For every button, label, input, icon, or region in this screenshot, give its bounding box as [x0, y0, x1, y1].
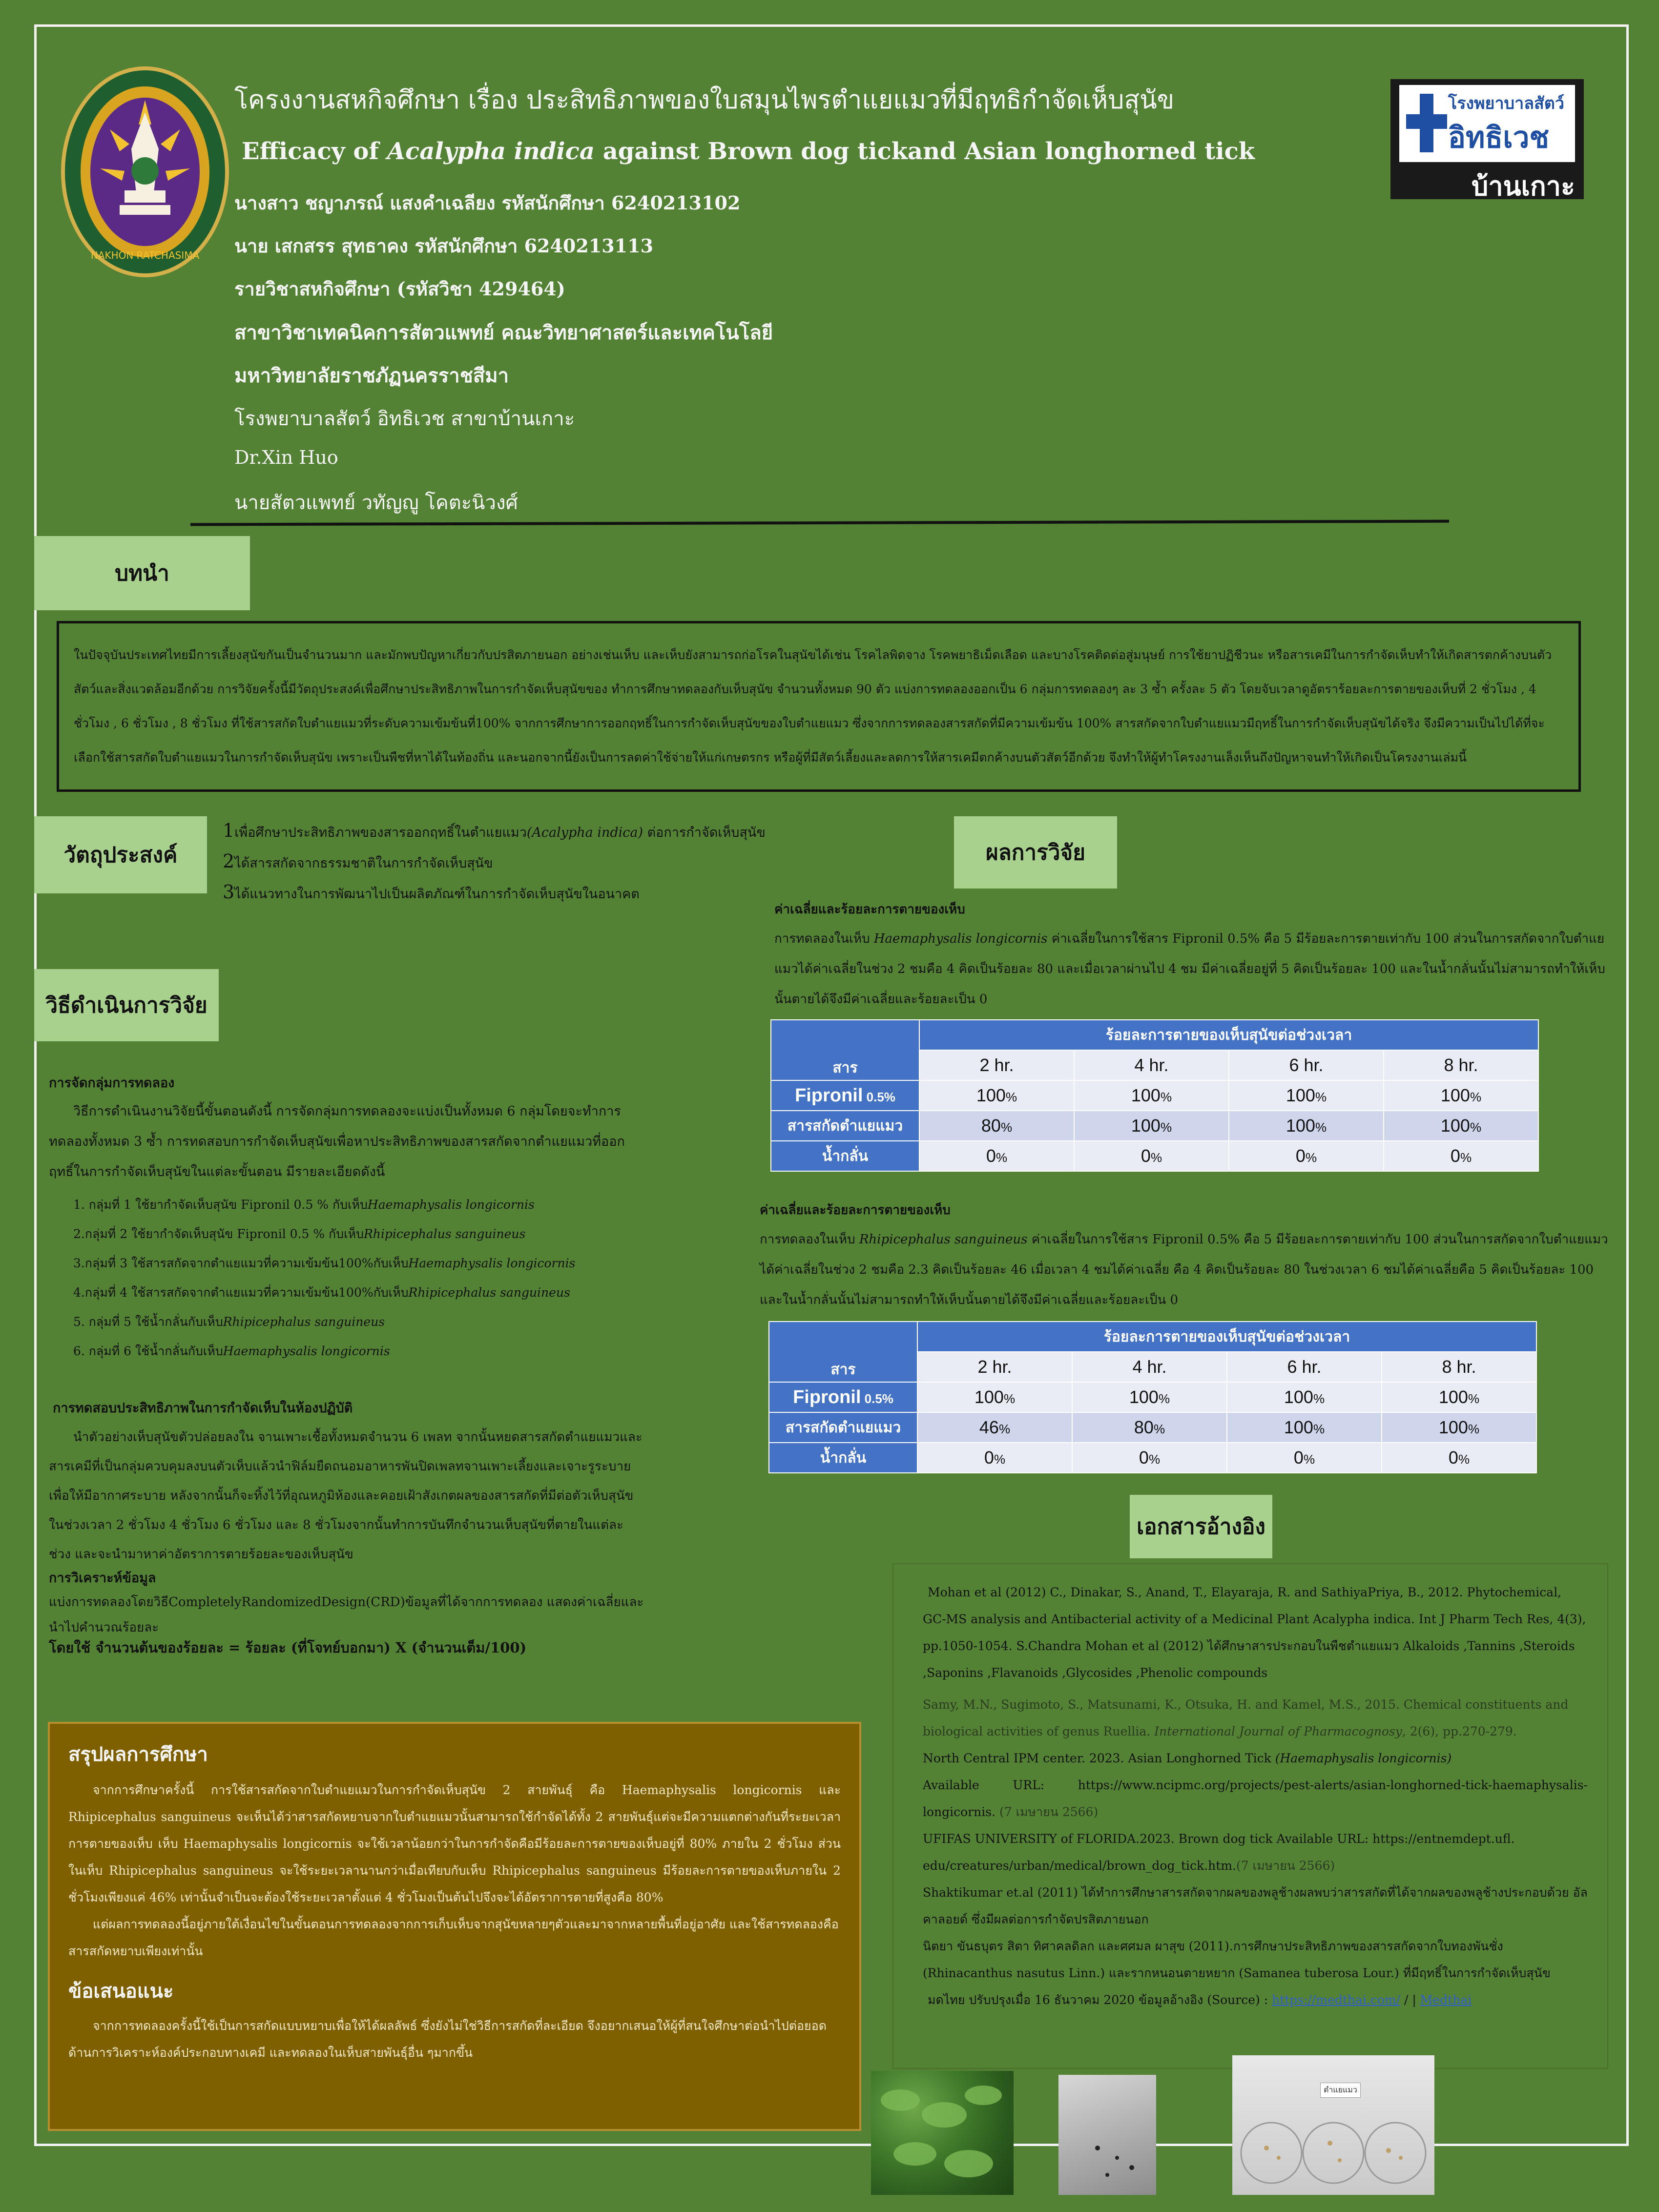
table1-header: ร้อยละการตายของเห็บสุนัขต่อช่วงเวลา	[919, 1020, 1538, 1050]
student-2: นาย เสกสรร สุทธาคง รหัสนักศึกษา 6240213113	[234, 235, 654, 257]
method-lab-text: นำตัวอย่างเห็บสุนัขตัวปล่อยลงใน จานเพาะเชื้อทั้งหมดจำนวน 6 เพลท จากนั้นหยดสารสกัดตำแยแมวและสารเคมีที่เป็นกลุ่มควบคุมลงบนตัวเห็บแล้วนำฟิล์มยืดถนอมอาหารพันปิดเพลทจานเพาะเลี้ยงและเจาะรูระบายเพื่อให้มีอากาศระบาย หลังจากนั้นก็จะทิ้งไว้ที่อุณหภูมิห้องและคอยเฝ้าสังเกตผลของสารสกัดที่มีต่อตัวเห็บสุนัขในช่วงเวลา 2 ชั่วโมง 4 ชั่วโมง 6 ชั่วโมง และ 8 ชั่วโมงจากนั้นทำการบันทึกจำนวนเห็บสุนัขที่ตายในแต่ละช่วง และจะนำมาหาค่าอัตราการตายร้อยละของเห็บสุนัข	[49, 1430, 643, 1562]
reference-7-separator: / |	[1400, 1993, 1420, 2007]
reference-2-text: Samy, M.N., Sugimoto, S., Matsunami, K., Otsuka, H. and Kamel, M.S., 2015. Chemical constituents and biological activities of genus Ruellia.	[923, 1697, 1569, 1738]
table1-time-4hr: 4 hr.	[1074, 1050, 1229, 1080]
table1-row-water-8hr-unit: %	[1460, 1150, 1472, 1165]
method-heading-text: วิธีดำเนินการวิจัย	[45, 993, 207, 1018]
table2-row-fipronil-4hr-value: 100	[1129, 1387, 1159, 1407]
student-1: นางสาว ชญาภรณ์ แสงคำเฉลียง รหัสนักศึกษา 6240213102	[234, 192, 741, 214]
method-group-list	[73, 1190, 659, 1366]
method-group-2-species: Rhipicephalus sanguineus	[363, 1227, 526, 1241]
method-analysis-text: แบ่งการทดลองโดยวิธีCompletelyRandomizedDesign(CRD)ข้อมูลที่ได้จากการทดลอง แสดงค่าเฉลี่ยและนำไปคำนวณร้อยละ	[49, 1595, 644, 1635]
objective-heading	[34, 816, 207, 893]
method-group-text: วิธีการดำเนินงานวิจัยนี้ขั้นตอนดังนี้ การจัดกลุ่มการทดลองจะแบ่งเป็นทั้งหมด 6 กลุ่มโดยจะทำการทดลองทั้งหมด 3 ซ้ำ การทดสอบการกำจัดเห็บสุนัขเพื่อหาประสิทธิภาพของสารสกัดจากตำแยแมวที่ออกฤทธิ์ในการกำจัดเห็บสุนัขในแต่ละขั้นตอน มีรายละเอียดดังนี้	[49, 1104, 625, 1179]
table2-row-fipronil-8hr-unit: %	[1468, 1391, 1480, 1406]
suggestion-heading: ข้อเสนอแนะ	[68, 1980, 174, 2003]
table1-row-fipronil-8hr	[1384, 1080, 1538, 1111]
method-group-5-species: Rhipicephalus sanguineus	[223, 1315, 385, 1329]
table2-row-water-label: น้ำกลั่น	[769, 1443, 917, 1473]
table1-row-water-6hr-unit: %	[1305, 1150, 1317, 1165]
results-block1-text	[774, 924, 1619, 1014]
table2-col-substance	[769, 1322, 917, 1382]
method-group-6-species: Haemaphysalis longicornis	[223, 1344, 390, 1358]
photo-plant	[871, 2071, 1014, 2195]
table2-row-water-2hr	[917, 1443, 1072, 1473]
table2-row-water-4hr	[1072, 1443, 1227, 1473]
reference-2-pages: , 2(6), pp.270-279.	[1402, 1724, 1517, 1738]
reference-4-text: UFIFAS UNIVERSITY of FLORIDA.2023. Brown dog tick Available URL: https://entnemdept.ufl. edu/creatures/urban/medical/brown_dog_tick.htm.	[923, 1832, 1515, 1873]
table1-row-extract-2hr-unit: %	[1000, 1120, 1013, 1135]
title-english-species: Acalypha indica	[387, 138, 595, 165]
hospital-name: โรงพยาบาลสัตว์ อิทธิเวช สาขาบ้านเกาะ	[234, 408, 575, 430]
table1-col-substance	[771, 1020, 919, 1080]
method-group-title: การจัดกลุ่มการทดลอง	[49, 1075, 175, 1091]
table2-col-substance-text: สาร	[830, 1362, 856, 1378]
objective-item-1	[223, 816, 784, 847]
objective-list	[223, 816, 784, 909]
table2-row-extract-8hr-unit: %	[1468, 1422, 1480, 1436]
table2-row-extract-6hr	[1227, 1412, 1382, 1443]
reference-3-url	[923, 1772, 1588, 1825]
table2-time-6hr: 6 hr.	[1227, 1352, 1382, 1382]
results-block2-text-b: ค่าเฉลี่ยในการใช้สาร Fipronil 0.5% คือ 5 มีร้อยละการตายเท่ากับ 100 ส่วนในการสกัดจากใบตำแยแมวได้ค่าเฉลี่ยในช่วง 2 ชมคือ 2.3 คิดเป็นร้อยละ 46 เมื่อเวลา 4 ชมได้ค่าเฉลี่ย คือ 4 คิดเป็นร้อยละ 80 ในช่วงเวลา 6 ชมได้ค่าเฉลี่ยคือ 5 คิดเป็นร้อยละ 100 และในน้ำกลั่นนั้นไม่สามารถทำให้เห็บนั้นตายได้จึงมีค่าเฉลี่ยและร้อยละเป็น 0	[760, 1232, 1608, 1307]
reference-6: นิตยา ขันธบุตร สิตา ทิศาคลดิลก และศศมล ผาสุข (2011).การศึกษาประสิทธิภาพของสารสกัดจากใบทองพันชั่ง (Rhinacanthus nasutus Linn.) และรากหนอนตายหยาก (Samanea tuberosa Lour.) ที่มีฤทธิ์ในการกำจัดเห็บสุนัข	[923, 1939, 1551, 1980]
table1-row-fipronil-8hr-value: 100	[1440, 1085, 1470, 1105]
table1-col-substance-text: สาร	[832, 1060, 858, 1076]
table2-row-water-6hr-unit: %	[1303, 1452, 1315, 1467]
table1-row-fipronil-4hr-value: 100	[1131, 1085, 1161, 1105]
table2-row-water-6hr	[1227, 1443, 1382, 1473]
table1-row-extract-6hr-value: 100	[1286, 1116, 1315, 1136]
table2-time-4hr: 4 hr.	[1072, 1352, 1227, 1382]
method-formula: โดยใช้ จำนวนต้นของร้อยละ = ร้อยละ (ที่โจทย์บอกมา) X (จำนวนเต็ม/100)	[49, 1639, 527, 1656]
table2-row-fipronil-label	[769, 1382, 917, 1412]
table1-row-water-6hr	[1229, 1141, 1384, 1171]
method-group-1	[73, 1190, 659, 1220]
table2-header: ร้อยละการตายของเห็บสุนัขต่อช่วงเวลา	[917, 1322, 1536, 1352]
table1-row-extract-label: สารสกัดตำแยแมว	[771, 1111, 919, 1141]
hospital-logo	[1390, 79, 1584, 202]
results-heading-text: ผลการวิจัย	[986, 840, 1085, 865]
table1-row-fipronil-4hr-unit: %	[1160, 1090, 1172, 1104]
course-info: รายวิชาสหกิจศึกษา (รหัสวิชา 429464)	[234, 278, 565, 300]
table2-row-extract-6hr-unit: %	[1313, 1422, 1325, 1436]
results-block2-species: Rhipicephalus sanguineus	[859, 1232, 1028, 1247]
method-group-4	[73, 1278, 659, 1307]
table2-row-extract-4hr	[1072, 1412, 1227, 1443]
reference-4-date: (7 เมษายน 2566)	[1236, 1859, 1335, 1873]
table1-time-2hr: 2 hr.	[919, 1050, 1074, 1080]
references-heading-text: เอกสารอ้างอิง	[1137, 1514, 1265, 1539]
conclusion-heading: สรุปผลการศึกษา	[68, 1743, 208, 1766]
table1-row-extract-6hr	[1229, 1111, 1384, 1141]
intro-heading	[34, 536, 250, 610]
table1-row-extract-8hr	[1384, 1111, 1538, 1141]
method-group-5	[73, 1307, 659, 1337]
table2-row-water-2hr-value: 0	[984, 1447, 994, 1468]
results-block1-title: ค่าเฉลี่ยและร้อยละการตายของเห็บ	[774, 902, 965, 917]
table1-row-water-6hr-value: 0	[1295, 1146, 1306, 1166]
method-group-6	[73, 1337, 659, 1366]
objective-heading-text: วัตถุประสงค์	[63, 843, 178, 868]
table2-row-fipronil-4hr	[1072, 1382, 1227, 1412]
department-info: สาขาวิชาเทคนิคการสัตวแพทย์ คณะวิทยาศาสตร์และเทคโนโลยี	[234, 321, 773, 344]
reference-3-text: North Central IPM center. 2023. Asian Longhorned Tick	[923, 1751, 1275, 1765]
method-group-1-species: Haemaphysalis longicornis	[367, 1198, 535, 1212]
table1-row-water-2hr-value: 0	[986, 1146, 996, 1166]
conclusion-text-1: จากการศึกษาครั้งนี้ การใช้สารสกัดจากใบตำแยแมวในการกำจัดเห็บสุนัข 2 สายพันธุ์ คือ Haemaphysalis longicornis และ Rhipicephalus sanguineus จะเห็นได้ว่าสารสกัดหยาบจากใบตำแยแมวนั้นสามารถใช้กำจัดได้ทั้ง 2 สายพันธุ์แต่จะมีความแตกต่างกันที่ระยะเวลาการตายของเห็บ เห็บ Haemaphysalis longicornis จะใช้เวลาน้อยกว่าในการกำจัดคือมีร้อยละการตายของเห็บอยู่ที่ 80% ภายใน 2 ชั่วโมง ส่วนในเห็บ Rhipicephalus sanguineus จะใช้ระยะเวลานานกว่าเมื่อเทียบกับเห็บ Rhipicephalus sanguineus มีร้อยละการตายของเห็บภายใน 2 ชั่วโมงเพียงแค่ 46% เท่านั้นจำเป็นจะต้องใช้ระยะเวลาตั้งแต่ 4 ชั่วโมงเป็นต้นไปจึงจะได้อัตราการตายที่สูงคือ 80%	[68, 1783, 841, 1904]
hospital-logo-line3: บ้านเกาะ	[1472, 171, 1575, 202]
method-group-4-species: Rhipicephalus sanguineus	[408, 1285, 570, 1300]
table2-row-water-4hr-value: 0	[1139, 1447, 1149, 1468]
petri-label: ตำแยแมว	[1320, 2083, 1361, 2098]
results-block2-text-a: การทดลองในเห็บ	[760, 1232, 859, 1247]
petri-dishes-graphic	[1232, 2055, 1434, 2195]
intro-heading-text: บทนำ	[115, 561, 169, 586]
hospital-logo-panel	[1399, 85, 1575, 162]
objective-item-3	[223, 878, 784, 909]
table2-row-extract-8hr-value: 100	[1438, 1417, 1468, 1437]
objective-item-1-suffix: ต่อการกำจัดเห็บสุนัข	[643, 825, 766, 840]
hospital-logo-line2: อิทธิเวช	[1448, 121, 1550, 155]
objective-item-2	[223, 847, 784, 878]
cross-icon	[1406, 94, 1447, 152]
table1-row-fipronil-name: Fipronil	[795, 1085, 863, 1106]
method-group-1-text: 1. กลุ่มที่ 1 ใช้ยากำจัดเห็บสุนัข Fipronil 0.5 % กับเห็บ	[73, 1198, 368, 1212]
suggestion-text: จากการทดลองครั้งนี้ใช้เป็นการสกัดแบบหยาบเพื่อให้ได้ผลลัพธ์ ซึ่งยังไม่ใช่วิธีการสกัดที่ละเอียด จึงอยากเสนอให้ผู้ที่สนใจศึกษาต่อนำไปต่อยอดด้านการวิเคราะห์องค์ประกอบทางเคมี และทดลองในเห็บสายพันธุ์อื่น ๆมากขึ้น	[68, 2019, 827, 2060]
table2-time-8hr: 8 hr.	[1382, 1352, 1536, 1382]
method-group-5-text: 5. กลุ่มที่ 5 ใช้น้ำกลั่นกับเห็บ	[73, 1315, 223, 1329]
results-block1-text-a: การทดลองในเห็บ	[774, 931, 874, 946]
reference-7-link-2[interactable]: Medthai	[1420, 1993, 1472, 2007]
results-block1-species: Haemaphysalis longicornis	[873, 931, 1048, 946]
table2-row-extract-label: สารสกัดตำแยแมว	[769, 1412, 917, 1443]
tray-ticks-graphic	[1058, 2075, 1156, 2195]
table1-row-extract-8hr-value: 100	[1440, 1116, 1470, 1136]
seal-graphic	[61, 66, 229, 278]
reference-5: Shaktikumar et.al (2011) ได้ทำการศึกษาสารสกัดจากผลของพลูช้างผลพบว่าสารสกัดที่ได้จากผลของพลูช้างประกอบด้วย อัลคาลอยด์ ซึ่งมีผลต่อการกำจัดปรสิตภายนอก	[923, 1885, 1588, 1926]
table2-row-extract-2hr-unit: %	[998, 1422, 1011, 1436]
table1-row-fipronil-4hr	[1074, 1080, 1229, 1111]
method-group-2-text: 2.กลุ่มที่ 2 ใช้ยากำจัดเห็บสุนัข Fipronil 0.5 % กับเห็บ	[73, 1227, 364, 1241]
objective-item-2-num: 2	[223, 850, 235, 872]
results-table-2	[768, 1321, 1537, 1473]
table2-row-fipronil-4hr-unit: %	[1158, 1391, 1170, 1406]
results-block2-title: ค่าเฉลี่ยและร้อยละการตายของเห็บ	[760, 1203, 951, 1218]
method-group-6-text: 6. กลุ่มที่ 6 ใช้น้ำกลั่นกับเห็บ	[73, 1344, 223, 1358]
references-heading	[1130, 1495, 1272, 1558]
table1-row-water-label: น้ำกลั่น	[771, 1141, 919, 1171]
university-seal-logo	[61, 66, 229, 278]
table2-row-water-6hr-value: 0	[1293, 1447, 1304, 1468]
table2-row-fipronil-2hr	[917, 1382, 1072, 1412]
results-block1-text-b: ค่าเฉลี่ยในการใช้สาร Fipronil 0.5% คือ 5 มีร้อยละการตายเท่ากับ 100 ส่วนในการสกัดจากใบตำแยแมวได้ค่าเฉลี่ยในช่วง 2 ชมคือ 4 คิดเป็นร้อยละ 80 และเมื่อเวลาผ่านไป 4 ชม มีค่าเฉลี่ยอยู่ที่ 5 คิดเป็นร้อยละ 100 และในน้ำกลั่นนั้นไม่สามารถทำให้เห็บนั้นตายได้จึงมีค่าเฉลี่ยและร้อยละเป็น 0	[774, 931, 1605, 1007]
references-box	[892, 1563, 1608, 2069]
table1-row-fipronil-6hr	[1229, 1080, 1384, 1111]
seal-caption: NAKHON RATCHASIMA	[90, 249, 200, 261]
results-block2-text	[760, 1224, 1609, 1315]
table1-time-6hr: 6 hr.	[1229, 1050, 1384, 1080]
advisor-1: Dr.Xin Huo	[234, 447, 338, 468]
table1-row-extract-2hr	[919, 1111, 1074, 1141]
table1-row-extract-8hr-unit: %	[1470, 1120, 1482, 1135]
method-group-4-text: 4.กลุ่มที่ 4 ใช้สารสกัดจากตำแยแมวที่ความเข้มข้น100%กับเห็บ	[73, 1285, 409, 1300]
table1-row-fipronil-conc: 0.5%	[863, 1089, 895, 1104]
table2-row-extract-2hr	[917, 1412, 1072, 1443]
table1-row-fipronil-6hr-value: 100	[1286, 1085, 1315, 1105]
intro-text: ในปัจจุบันประเทศไทยมีการเลี้ยงสุนัขกันเป็นจำนวนมาก และมักพบปัญหาเกี่ยวกับปรสิตภายนอก อย่างเช่นเห็บ และเห็บยังสามารถก่อโรคในสุนัขได้เช่น โรคไลพิดจาง โรคพยาธิเม็ดเลือด และบางโรคติดต่อสู่มนุษย์ การใช้ยาปฏิชีวนะ หรือสารเคมีในการกำจัดเห็บทำให้เกิดสารตกค้างบนตัวสัตว์และสิ่งแวดล้อมอีกด้วย การวิจัยครั้งนี้มีวัตถุประสงค์เพื่อศึกษาประสิทธิภาพในการกำจัดเห็บสุนัขของ ทำการศึกษาทดลองกับเห็บสุนัข จำนวนทั้งหมด 90 ตัว แบ่งการทดลองออกเป็น 6 กลุ่มการทดลองๆ ละ 3 ซ้ำ ครั้งละ 5 ตัว โดยจับเวลาดูอัตราร้อยละการตายของเห็บที่ 2 ชั่วโมง , 4 ชั่วโมง , 6 ชั่วโมง , 8 ชั่วโมง ที่ใช้สารสกัดใบตำแยแมวที่ระดับความเข้มข้นที่100% จากการศึกษาการออกฤทธิ์ในการกำจัดเห็บสุนัขของใบตำแยแมว ซึ่งจากการทดลองสารสกัดที่มีความเข้มข้น 100% สารสกัดจากใบตำแยแมวมีฤทธิ์ในการกำจัดเห็บสุนัขได้จริง จึงมีความเป็นไปได้ที่จะเลือกใช้สารสกัดใบตำแยแมวในการกำจัดเห็บสุนัข เพราะเป็นพืชที่หาได้ในท้องถิ่น และนอกจากนี้ยังเป็นการลดค่าใช้จ่ายให้แก่เกษตรกร หรือผู้ที่มีสัตว์เลี้ยงและลดการให้สารเคมีตกค้างบนตัวสัตว์อีกด้วย จึงทำให้ผู้ทำโครงงานเล็งเห็นถึงปัญหาจนทำให้เกิดเป็นโครงงานเล่มนี้	[74, 648, 1552, 765]
table2-row-fipronil-2hr-unit: %	[1003, 1391, 1016, 1406]
objective-item-1-italic: (Acalypha indica)	[526, 825, 643, 840]
title-thai: โครงงานสหกิจศึกษา เรื่อง ประสิทธิภาพของใบสมุนไพรตำแยแมวที่มีฤทธิกำจัดเห็บสุนัข	[234, 85, 1175, 115]
reference-3-date: (7 เมษายน 2566)	[999, 1805, 1099, 1819]
table1-row-water-2hr-unit: %	[995, 1150, 1008, 1165]
method-group-3-text: 3.กลุ่มที่ 3 ใช้สารสกัดจากตำแยแมวที่ความเข้มข้น100%กับเห็บ	[73, 1256, 409, 1270]
intro-box	[57, 621, 1581, 792]
reference-3-url-text: Available URL: https://www.ncipmc.org/projects/pest-alerts/asian-longhorned-tick-haemaphysalis-longicornis.	[923, 1778, 1588, 1819]
method-heading	[34, 969, 219, 1041]
method-analysis-title: การวิเคราะห์ข้อมูล	[49, 1571, 156, 1586]
table1-row-fipronil-6hr-unit: %	[1315, 1090, 1327, 1104]
table1-row-extract-6hr-unit: %	[1315, 1120, 1327, 1135]
table1-row-water-4hr	[1074, 1141, 1229, 1171]
table1-row-fipronil-8hr-unit: %	[1470, 1090, 1482, 1104]
objective-item-1-text: เพื่อศึกษาประสิทธิภาพของสารออกฤทธิ์ในตำแยแมว	[234, 825, 527, 840]
reference-7	[928, 1986, 1588, 2013]
method-group-3-species: Haemaphysalis longicornis	[408, 1256, 576, 1270]
reference-1: Mohan et al (2012) C., Dinakar, S., Anand, T., Elayaraja, R. and SathiyaPriya, B., 2012. Phytochemical, GC-MS analysis and Antibacterial activity of a Medicinal Plant Acalypha indica. Int J Pharm Tech Res, 4(3), pp.1050-1054. S.Chandra Mohan et al (2012) ได้ศึกษาสารประกอบในพืชตำแยแมว Alkaloids ,Tannins ,Steroids ,Saponins ,Flavanoids ,Glycosides ,Phenolic compounds	[923, 1585, 1586, 1680]
table2-row-fipronil-6hr-value: 100	[1284, 1387, 1313, 1407]
method-lab-title: การทดสอบประสิทธิภาพในการกำจัดเห็บในห้องปฏิบัติ	[53, 1401, 353, 1416]
table2-row-water-8hr-unit: %	[1458, 1452, 1470, 1467]
table1-row-fipronil-2hr	[919, 1080, 1074, 1111]
reference-4	[923, 1825, 1588, 1879]
results-table-1	[770, 1019, 1539, 1172]
table2-row-extract-8hr	[1382, 1412, 1536, 1443]
table1-row-water-4hr-value: 0	[1141, 1146, 1151, 1166]
table2-row-fipronil-8hr-value: 100	[1438, 1387, 1468, 1407]
table1-row-water-2hr	[919, 1141, 1074, 1171]
table2-row-fipronil-8hr	[1382, 1382, 1536, 1412]
objective-item-3-num: 3	[223, 881, 235, 903]
table1-row-extract-4hr-value: 100	[1131, 1116, 1161, 1136]
reference-2-journal: International Journal of Pharmacognosy	[1154, 1724, 1402, 1738]
plant-leaves-graphic	[871, 2071, 1014, 2195]
table2-row-water-8hr	[1382, 1443, 1536, 1473]
reference-7-link[interactable]: https://medthai.com/	[1272, 1993, 1401, 2007]
table2-row-fipronil-conc: 0.5%	[861, 1391, 893, 1406]
table1-row-fipronil-2hr-unit: %	[1005, 1090, 1017, 1104]
conclusion-text-2: แต่ผลการทดลองนี้อยู่ภายใต้เงื่อนไขในขั้นตอนการทดลองจากการเก็บเห็บจากสุนัขหลายๆตัวและมาจากหลายพื้นที่อยู่อาศัย และใช้สารทดลองคือสารสกัดหยาบเพียงเท่านั้น	[68, 1917, 839, 1958]
objective-item-2-text: ได้สารสกัดจากธรรมชาติในการกำจัดเห็บสุนัข	[234, 856, 493, 871]
table2-row-extract-4hr-unit: %	[1153, 1422, 1165, 1436]
table2-time-2hr: 2 hr.	[917, 1352, 1072, 1382]
title-english-prefix: Efficacy of	[242, 138, 387, 165]
objective-item-1-num: 1	[223, 820, 235, 841]
photo-petri-dishes	[1232, 2055, 1434, 2195]
table2-row-extract-4hr-value: 80	[1134, 1417, 1154, 1437]
reference-3	[923, 1745, 1588, 1772]
table2-row-water-8hr-value: 0	[1448, 1447, 1458, 1468]
title-english	[242, 138, 1255, 165]
hospital-logo-line1: โรงพยาบาลสัตว์	[1448, 94, 1564, 113]
advisor-2: นายสัตวแพทย์ วทัญญู โคตะนิวงศ์	[234, 492, 518, 514]
objective-item-3-text: ได้แนวทางในการพัฒนาไปเป็นผลิตภัณฑ์ในการกำจัดเห็บสุนัขในอนาคต	[234, 887, 640, 902]
table1-row-fipronil-2hr-value: 100	[976, 1085, 1006, 1105]
table1-row-water-8hr-value: 0	[1450, 1146, 1460, 1166]
table2-row-fipronil-2hr-value: 100	[974, 1387, 1004, 1407]
table1-time-8hr: 8 hr.	[1384, 1050, 1538, 1080]
method-group-2	[73, 1220, 659, 1249]
table2-row-water-4hr-unit: %	[1148, 1452, 1161, 1467]
table1-row-water-8hr	[1384, 1141, 1538, 1171]
conclusion-box	[48, 1722, 861, 2131]
table1-row-fipronil-label	[771, 1080, 919, 1111]
reference-7-text: มดไทย ปรับปรุงเมื่อ 16 ธันวาคม 2020 ข้อมูลอ้างอิง (Source) :	[928, 1993, 1272, 2007]
reference-2	[923, 1691, 1588, 1745]
table1-row-extract-4hr-unit: %	[1160, 1120, 1172, 1135]
results-heading	[954, 816, 1117, 889]
method-group-3	[73, 1249, 659, 1278]
university-name: มหาวิทยาลัยราชภัฏนครราชสีมา	[234, 364, 509, 387]
table2-row-fipronil-6hr	[1227, 1382, 1382, 1412]
table2-row-fipronil-name: Fipronil	[793, 1386, 861, 1407]
table1-row-water-4hr-unit: %	[1150, 1150, 1162, 1165]
table2-row-fipronil-6hr-unit: %	[1313, 1391, 1325, 1406]
table2-row-water-2hr-unit: %	[994, 1452, 1006, 1467]
table2-row-extract-2hr-value: 46	[979, 1417, 999, 1437]
title-english-suffix: against Brown dog tickand Asian longhorned tick	[594, 138, 1255, 165]
table1-row-extract-4hr	[1074, 1111, 1229, 1141]
photo-tray	[1058, 2075, 1156, 2195]
reference-3-species: (Haemaphysalis longicornis)	[1275, 1751, 1452, 1765]
table2-row-extract-6hr-value: 100	[1284, 1417, 1313, 1437]
table1-row-extract-2hr-value: 80	[981, 1116, 1001, 1136]
